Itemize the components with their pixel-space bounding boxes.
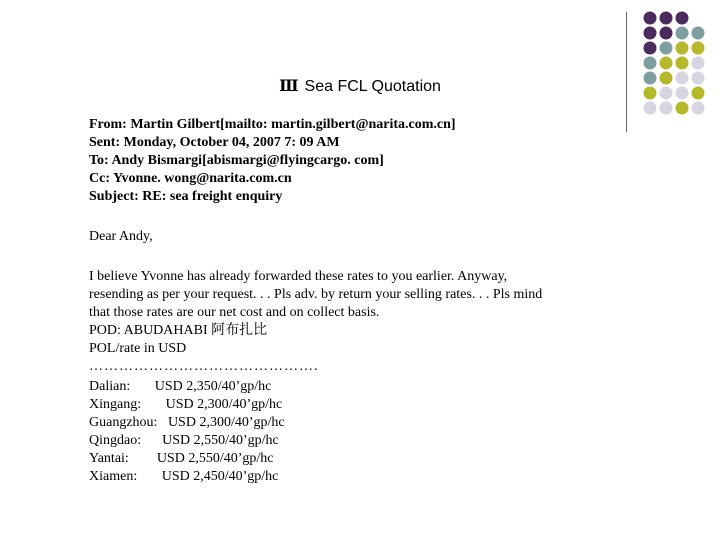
greeting: Dear Andy, <box>89 229 153 244</box>
decor-dot <box>644 42 657 55</box>
port-rate: USD 2,450/40’gp/hc <box>161 469 279 484</box>
port-name: Xingang: <box>89 397 166 412</box>
rate-list <box>89 378 649 486</box>
decor-dot <box>692 102 705 115</box>
port-name: Dalian: <box>89 379 155 394</box>
message-paragraph: I believe Yvonne has already forwarded these rates to you earlier. Anyway, resending as per your request. . . Pls adv. by return your selling rates. . . Pls mind that those rates are our net cost and on collect basis. <box>89 269 543 320</box>
decor-dot <box>676 12 689 25</box>
port-rate: USD 2,350/40’gp/hc <box>154 379 272 394</box>
decor-dot <box>660 42 673 55</box>
decorative-dot-grid <box>638 10 718 120</box>
port-rate: USD 2,300/40’gp/hc <box>167 415 285 430</box>
decor-dot <box>692 42 705 55</box>
rate-row <box>89 396 649 414</box>
email-cc: Cc: Yvonne. wong@narita.com.cn <box>89 171 292 186</box>
email-to: To: Andy Bismargi[abismargi@flyingcargo. com] <box>89 153 384 168</box>
decor-dot <box>660 57 673 70</box>
rate-row <box>89 450 649 468</box>
rate-row <box>89 378 649 396</box>
rate-row <box>89 414 649 432</box>
pod-line: POD: ABUDAHABI 阿布扎比 <box>89 323 268 338</box>
decor-dot <box>644 12 657 25</box>
port-name: Guangzhou: <box>89 415 168 430</box>
decor-dot <box>660 27 673 40</box>
port-name: Qingdao: <box>89 433 163 448</box>
port-name: Xiamen: <box>89 469 162 484</box>
decor-dot <box>660 102 673 115</box>
slide-title <box>0 76 720 96</box>
decor-dot <box>692 27 705 40</box>
title-text: Sea FCL Quotation <box>304 78 441 95</box>
port-rate: USD 2,550/40’gp/hc <box>156 451 274 466</box>
decor-dot <box>644 27 657 40</box>
decor-dot <box>676 57 689 70</box>
decor-dot <box>660 12 673 25</box>
port-name: Yantai: <box>89 451 157 466</box>
decor-dot <box>644 102 657 115</box>
pol-line: POL/rate in USD <box>89 341 187 356</box>
rate-row <box>89 468 649 486</box>
rate-row <box>89 432 649 450</box>
email-content <box>89 116 649 486</box>
decor-dot <box>676 102 689 115</box>
port-rate: USD 2,550/40’gp/hc <box>162 433 279 448</box>
decor-dot <box>692 57 705 70</box>
decor-dot <box>644 57 657 70</box>
port-rate: USD 2,300/40’gp/hc <box>165 397 283 412</box>
section-numeral: Ⅲ <box>279 78 299 95</box>
vertical-divider <box>626 12 627 132</box>
decor-dot <box>676 42 689 55</box>
email-subject: Subject: RE: sea freight enquiry <box>89 189 283 204</box>
email-sent: Sent: Monday, October 04, 2007 7: 09 AM <box>89 135 340 150</box>
decor-dot <box>676 27 689 40</box>
email-from: From: Martin Gilbert[mailto: martin.gilbert@narita.com.cn] <box>89 117 456 132</box>
separator-line: ………………………………………. <box>89 359 319 374</box>
